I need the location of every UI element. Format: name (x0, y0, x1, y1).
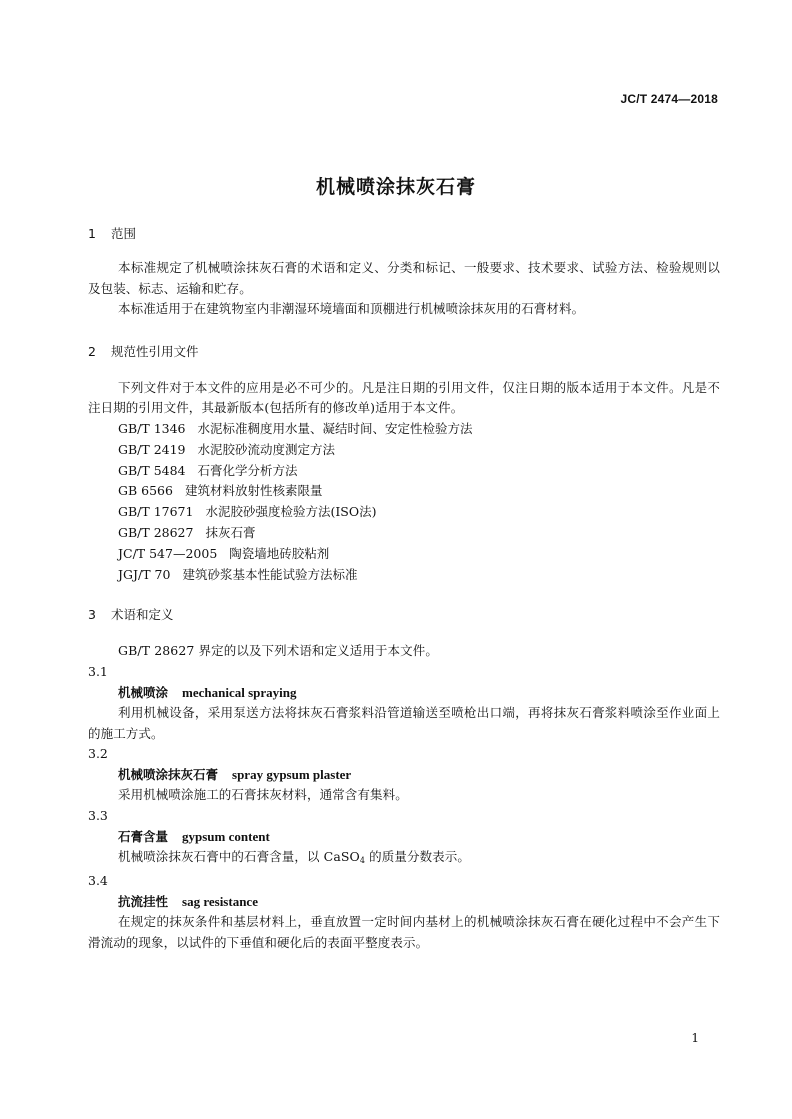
term-english: spray gypsum plaster (232, 767, 352, 783)
term-chinese: 机械喷涂抹灰石膏 (118, 767, 219, 783)
term-definition: 采用机械喷涂施工的石膏抹灰材料，通常含有集料。 (118, 787, 408, 803)
term-english: sag resistance (182, 894, 258, 910)
section-title: 规范性引用文件 (111, 343, 199, 359)
clause-number: 3.4 (88, 873, 108, 889)
reference-code: JGJ/T 70 (118, 566, 171, 582)
term-definition (88, 847, 720, 872)
term-english: gypsum content (182, 828, 270, 844)
reference-item (88, 523, 720, 544)
reference-code: GB 6566 (118, 483, 173, 499)
reference-code: GB/T 1346 (118, 420, 186, 436)
term-heading (88, 891, 720, 912)
section-number: 2 (88, 343, 96, 359)
terms-intro-paragraph: GB/T 28627 界定的以及下列术语和定义适用于本文件。 (118, 643, 438, 659)
reference-code: GB/T 28627 (118, 524, 194, 540)
term-heading (88, 764, 720, 785)
reference-item (88, 419, 720, 440)
term-heading (88, 682, 720, 703)
section-number: 3 (88, 607, 96, 623)
reference-title: 石膏化学分析方法 (197, 462, 298, 478)
reference-code: JC/T 547—2005 (118, 545, 218, 561)
section-2-heading (88, 342, 720, 362)
scope-paragraph-1: 本标准规定了机械喷涂抹灰石膏的术语和定义、分类和标记、一般要求、技术要求、试验方法、检验规则以及包装、标志、运输和贮存。 (88, 260, 720, 296)
document-title: 机械喷涂抹灰石膏 (315, 176, 476, 198)
reference-title: 陶瓷墙地砖胶粘剂 (229, 545, 330, 561)
term-chinese: 机械喷涂 (118, 684, 169, 700)
clause-number: 3.1 (88, 663, 108, 679)
page-number: 1 (691, 1031, 699, 1045)
term-chinese: 抗流挂性 (118, 894, 169, 910)
term-definition: 在规定的抹灰条件和基层材料上，垂直放置一定时间内基材上的机械喷涂抹灰石膏在硬化过程中不会产生下滑流动的现象，以试件的下垂值和硬化后的表面平整度表示。 (88, 914, 720, 950)
reference-code: GB/T 5484 (118, 462, 186, 478)
term-chinese: 石膏含量 (118, 828, 169, 844)
section-3-heading (88, 605, 720, 625)
section-title: 范围 (111, 226, 137, 241)
subscript: 4 (359, 855, 366, 865)
reference-item (88, 440, 720, 461)
section-title: 术语和定义 (111, 607, 174, 623)
clause-number: 3.3 (88, 807, 108, 823)
reference-title: 水泥标准稠度用水量、凝结时间、安定性检验方法 (197, 420, 473, 436)
reference-item (88, 461, 720, 482)
term-definition: 利用机械设备，采用泵送方法将抹灰石膏浆料沿管道输送至喷枪出口端，再将抹灰石膏浆料喷涂至作业面上的施工方式。 (88, 704, 720, 741)
reference-code: GB/T 2419 (118, 441, 186, 457)
reference-title: 建筑砂浆基本性能试验方法标准 (182, 566, 358, 582)
reference-title: 水泥胶砂流动度测定方法 (197, 441, 336, 457)
reference-title: 水泥胶砂强度检验方法(ISO法) (205, 504, 377, 520)
document-body (88, 224, 720, 954)
section-number: 1 (88, 226, 96, 241)
definition-text: 机械喷涂抹灰石膏中的石膏含量，以 CaSO (118, 848, 360, 864)
reference-item (88, 544, 720, 565)
reference-title: 建筑材料放射性核素限量 (184, 483, 323, 499)
reference-item (88, 481, 720, 502)
reference-item (88, 565, 720, 586)
standard-code: JC/T 2474—2018 (620, 92, 718, 106)
term-english: mechanical spraying (182, 684, 297, 700)
normative-references-paragraph: 下列文件对于本文件的应用是必不可少的。凡是注日期的引用文件，仅注日期的版本适用于本文件。凡是不注日期的引用文件，其最新版本(包括所有的修改单)适用于本文件。 (88, 379, 720, 416)
reference-title: 抹灰石膏 (205, 524, 256, 540)
scope-paragraph-2: 本标准适用于在建筑物室内非潮湿环境墙面和顶棚进行机械喷涂抹灰用的石膏材料。 (118, 301, 585, 317)
definition-text: 的质量分数表示。 (365, 848, 470, 864)
reference-item (88, 502, 720, 523)
clause-number: 3.2 (88, 746, 108, 762)
section-1-heading (88, 224, 720, 244)
reference-code: GB/T 17671 (118, 504, 194, 520)
term-heading (88, 826, 720, 847)
